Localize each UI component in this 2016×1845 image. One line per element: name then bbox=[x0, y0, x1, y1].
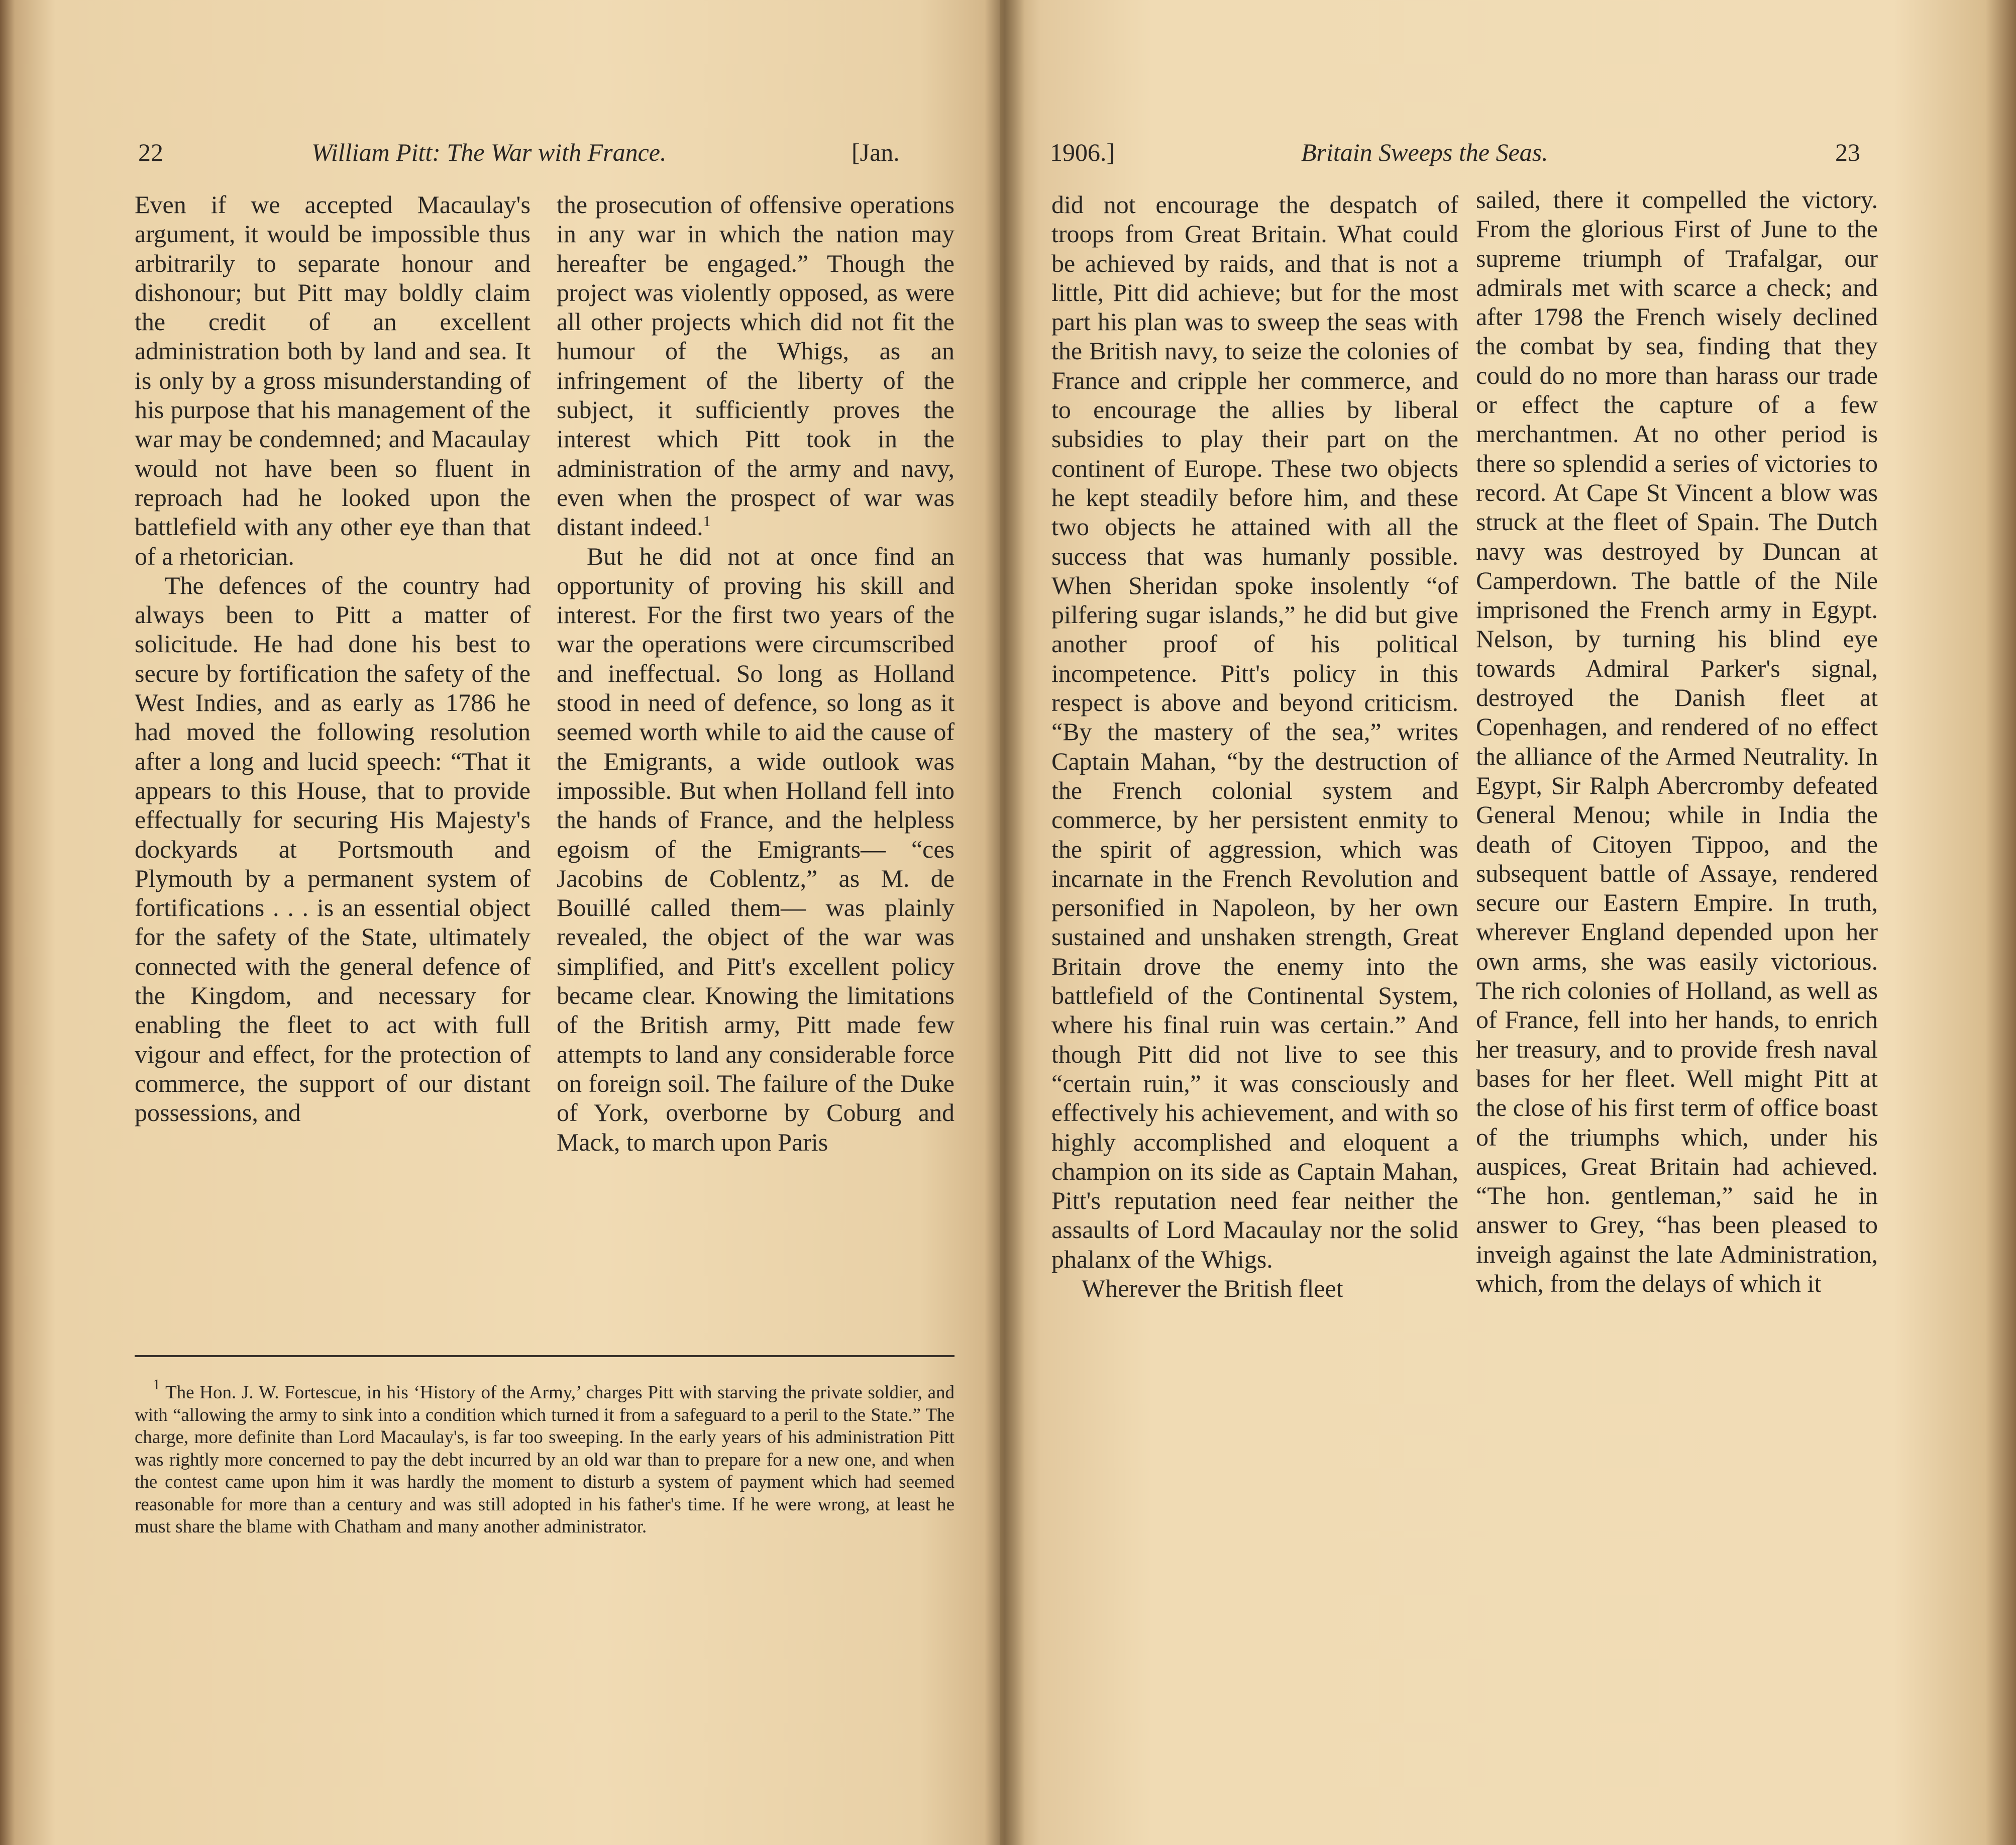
left-page bbox=[0, 0, 1000, 1845]
left-date-label: [Jan. bbox=[852, 138, 900, 166]
right-page-number: 23 bbox=[1835, 138, 1860, 166]
footnote bbox=[135, 1376, 954, 1539]
paragraph-with-footnote bbox=[557, 190, 954, 542]
footnote-number: 1 bbox=[153, 1376, 160, 1393]
paragraph: did not encourage the despatch of troops from Great Britain. What could be achieved by raids, and that is not a little, Pitt did achieve; but for the most part his plan was to sweep the seas with the British navy, to seize the colonies of France and cripple her commerce, and to encourage the allies by liberal subsidies to play their part on the continent of Europe. These two objects he kept steadily before him, and these two objects he attained with all the success that was humanly possible. When Sheridan spoke insolently “of pilfering sugar islands,” he did but give another proof of his political incompetence. Pitt's policy in this respect is above and beyond criticism. “By the mastery of the sea,” writes Captain Mahan, “by the destruction of the French colonial system and commerce, by her persistent enmity to the spirit of aggression, which was incarnate in the French Revolution and personified in Napoleon, by her own sustained and unshaken strength, Great Britain drove the enemy into the battlefield of the Continental System, where his final ruin was certain.” And though Pitt did not live to see this “certain ruin,” it was consciously and effectively his achievement, and with so highly accomplished and eloquent a champion on its side as Captain Mahan, Pitt's reputation need fear neither the assaults of Lord Macaulay nor the solid phalanx of the Whigs. bbox=[1051, 190, 1458, 1273]
paragraph: Even if we accepted Macaulay's argument, it would be impossible thus arbitrarily to separate honour and dishonour; but Pitt may boldly claim the credit of an excellent administration both by land and sea. It is only by a gross misunderstanding of his purpose that his management of the war may be condemned; and Macaulay would not have been so fluent in reproach had he looked upon the battlefield with any other eye than that of a rhetorician. bbox=[135, 190, 530, 570]
footnote-marker: 1 bbox=[703, 513, 711, 530]
right-column-1 bbox=[1051, 190, 1458, 1303]
paragraph-text: the prosecution of offensive operations in any war in which the nation may hereafter be engaged.” Though the project was violently opposed, as were all other projects which did not fit the humour of the Whigs, as an infringement of the liberty of the subject, it sufficiently proves the interest which Pitt took in the administration of the army and navy, even when the prospect of war was distant indeed. bbox=[557, 190, 954, 541]
left-column-1 bbox=[135, 190, 530, 1128]
paragraph: sailed, there it compelled the victory. From the glorious First of June to the supreme triumph of Trafalgar, our admirals met with scarce a check; and after 1798 the French wisely declined the combat by sea, finding that they could do no more than harass our trade or effect the capture of a few merchantmen. At no other period is there so splendid a series of victories to record. At Cape St Vincent a blow was struck at the fleet of Spain. The Dutch navy was destroyed by Duncan at Camperdown. The battle of the Nile imprisoned the French army in Egypt. Nelson, by turning his blind eye towards Admiral Parker's signal, destroyed the Danish fleet at Copenhagen, and rendered of no effect the alliance of the Armed Neutrality. In Egypt, Sir Ralph Abercromby defeated General Menou; while in India the death of Citoyen Tippoo, and the subsequent battle of Assaye, rendered secure our Eastern Empire. In truth, wherever England depended upon her own arms, she was easily victorious. The rich colonies of Holland, as well as of France, fell into her hands, to enrich her treasury, and to provide fresh naval bases for her fleet. Well might Pitt at the close of his first term of office boast of the triumphs which, under his auspices, Great Britain had achieved. “The hon. gentleman,” said he in answer to Grey, “has been pleased to inveigh against the late Administration, which, from the delays of which it bbox=[1476, 185, 1878, 1297]
right-column-2 bbox=[1476, 185, 1878, 1298]
left-column-2 bbox=[557, 190, 954, 1157]
left-running-title: William Pitt: The War with France. bbox=[311, 138, 667, 166]
paragraph: Wherever the British fleet bbox=[1082, 1274, 1343, 1302]
right-date-label: 1906.] bbox=[1050, 138, 1115, 166]
footnote-text: The Hon. J. W. Fortescue, in his ‘History of the Army,’ charges Pitt with starving the private soldier, and with “allowing the army to sink into a condition which turned it from a safeguard to a peril to the State.” The charge, more definite than Lord Macaulay's, is far too sweeping. In the early years of his administration Pitt was rightly more concerned to pay the debt incurred by an old war than to prepare for a new one, and when the contest came upon him it was hardly the moment to disturb a system of payment which had seemed reasonable for more than a century and was still adopted in his father's time. If he were wrong, at least he must share the blame with Chatham and many another administrator. bbox=[135, 1382, 954, 1537]
footnote-divider bbox=[135, 1355, 954, 1357]
book-gutter bbox=[985, 0, 1025, 1845]
paragraph: The defences of the country had always been to Pitt a matter of solicitude. He had done his best to secure by fortification the safety of the West Indies, and as early as 1786 he had moved the following resolution after a long and lucid speech: “That it appears to this House, that to provide effectually for securing His Majesty's dockyards at Portsmouth and Plymouth by a permanent system of fortifications . . . is an essential object for the safety of the State, ultimately connected with the general defence of the Kingdom, and necessary for enabling the fleet to act with full vigour and effect, for the protection of commerce, the support of our distant possessions, and bbox=[135, 571, 530, 1127]
left-page-number: 22 bbox=[138, 138, 163, 166]
paragraph: But he did not at once find an opportunity of proving his skill and interest. For the first two years of the war the operations were circumscribed and ineffectual. So long as Holland stood in need of defence, so long as it seemed worth while to aid the cause of the Emigrants, a wide outlook was impossible. But when Holland fell into the hands of France, and the helpless egoism of the Emigrants— “ces Jacobins de Coblentz,” as M. de Bouillé called them— was plainly revealed, the object of the war was simplified, and Pitt's excellent policy became clear. Knowing the limitations of the British army, Pitt made few attempts to land any considerable force on foreign soil. The failure of the Duke of York, overborne by Coburg and Mack, to march upon Paris bbox=[557, 542, 954, 1156]
right-running-title: Britain Sweeps the Seas. bbox=[1301, 138, 1548, 166]
right-page bbox=[1000, 0, 2016, 1845]
